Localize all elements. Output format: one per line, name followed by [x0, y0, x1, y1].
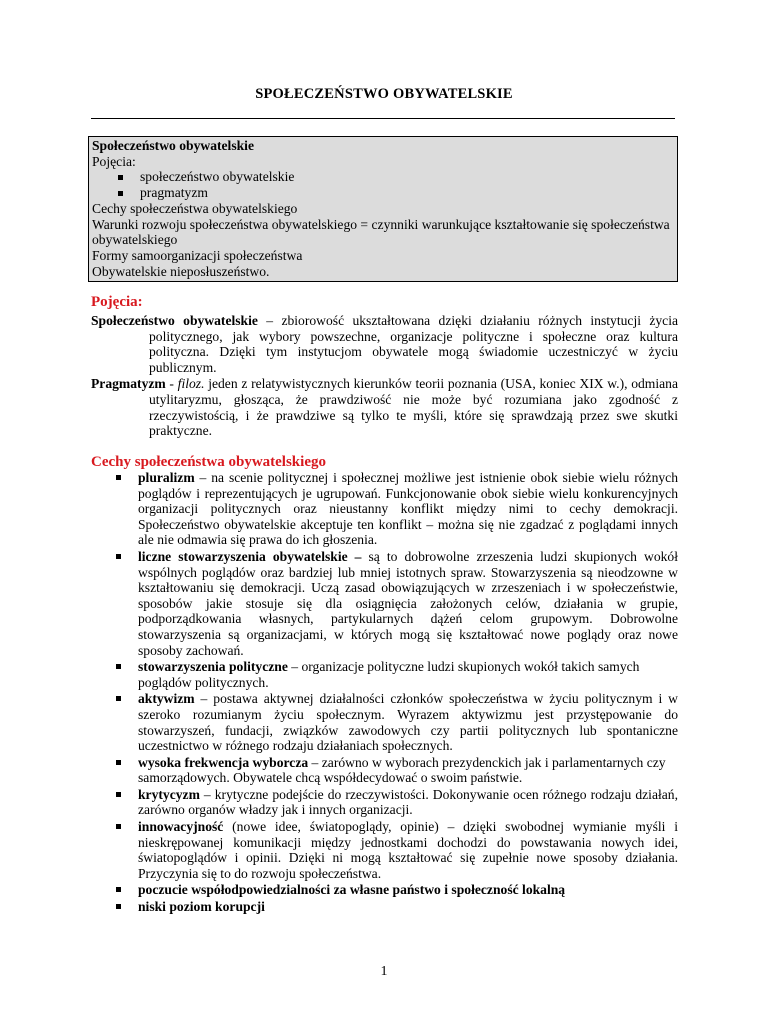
feature-item: [91, 470, 678, 548]
definition-text: jeden z relatywistycznych kierunków teorii poznania (USA, koniec XIX w.), odmiana utylitaryzmu, głosząca, że prawdziwość nie może być rozumiana jako zgodność z rzeczywistością, i że prawdziwe są tylko te myśli, które się sprawdzają przez swe skutki praktyczne.: [149, 376, 679, 439]
concepts-section-title: Pojęcia:: [91, 294, 143, 310]
contents-box: [88, 136, 678, 282]
contents-concept-label: społeczeństwo obywatelskie: [140, 169, 295, 185]
title-divider: [91, 118, 675, 119]
definition-item: [91, 313, 678, 375]
definition-term: Pragmatyzm: [91, 376, 166, 392]
contents-line: Warunki rozwoju społeczeństwa obywatelskiego = czynniki warunkujące kształtowanie się społeczeństwa obywatelskiego: [92, 216, 670, 248]
contents-concept-item: [92, 169, 672, 185]
feature-text: (nowe idee, światopoglądy, opinie) – dzięki swobodnej wymianie myśli i nieskrępowanej komunikacji między jednostkami dochodzi do powstawania nowych idei, światopoglądów i opinii. Dzięki ni mogą kształtować się zupełnie nowe sposoby działania. Przyczynia się to do rozwoju społeczeństwa.: [138, 819, 678, 881]
contents-concept-label: pragmatyzm: [140, 185, 208, 201]
contents-concepts-list: [92, 169, 672, 200]
feature-text: – organizacje polityczne ludzi skupionych wokół takich samych poglądów politycznych.: [138, 659, 640, 690]
definition-term: Społeczeństwo obywatelskie: [91, 313, 258, 328]
feature-text: – postawa aktywnej działalności członków społeczeństwa w życiu politycznym i w szeroko rozumianym życiu społecznym. Wyrazem aktywizmu jest przystępowanie do stowarzyszeń, fundacji, związków zawodowych czy partii politycznych lub spontaniczne uczestnictwo w różnego rodzaju działaniach społecznych.: [138, 691, 678, 754]
page-title: SPOŁECZEŃSTWO OBYWATELSKIE: [255, 86, 513, 102]
contents-concepts-label: Pojęcia:: [92, 153, 136, 169]
feature-item: [91, 819, 678, 881]
feature-term: niski poziom korupcji: [138, 899, 265, 915]
feature-item: [91, 659, 678, 690]
feature-term: liczne stowarzyszenia obywatelskie –: [138, 548, 362, 564]
page-number: 1: [380, 964, 388, 979]
feature-term: pluralizm: [138, 470, 195, 485]
feature-item: [91, 691, 678, 753]
feature-text: są to dobrowolne zrzeszenia ludzi skupionych wokół wspólnych poglądów oraz bardziej lub mniej istotnych spraw. Stowarzyszenia są nieodzowne w kształtowaniu się demokracji. Uczą zasad obowiązujących w zrzeszeniach i w społeczeństwie, sposobów jakie stosuje się dla osiągnięcia założonych celów, działania w grupie, podporządkowania własnych, partykularnych dążeń celom grupowym. Dobrowolne stowarzyszenia są organizacjami, w których mogą się kształtować nowe poglądy oraz nowe sposoby zachowań.: [138, 548, 678, 658]
feature-item: [91, 755, 678, 786]
feature-text: – na scenie politycznej i społecznej możliwe jest istnienie obok siebie wielu różnych poglądów i reprezentujących je ugrupowań. Funkcjonowanie obok siebie wielu konkurencyjnych organizacji politycznych oraz nieustanny konflikt między nimi to cechy demokracji. Społeczeństwo obywatelskie akceptuje ten konflikt – można się nie zgadzać z poglądami innych ale nie odmawia się prawa do ich głoszenia.: [138, 470, 678, 548]
contents-line: Cechy społeczeństwa obywatelskiego: [92, 200, 298, 216]
feature-text: – krytyczne podejście do rzeczywistości. Dokonywanie ocen różnego rodzaju działań, zarówno organów władzy jak i innych organizacji.: [138, 786, 678, 818]
contents-line: Formy samoorganizacji społeczeństwa: [92, 247, 303, 263]
feature-item: [91, 899, 678, 915]
feature-term: stowarzyszenia polityczne: [138, 659, 288, 675]
features-section-title: Cechy społeczeństwa obywatelskiego: [91, 454, 326, 470]
contents-concept-item: [92, 185, 672, 201]
definition-separator: –: [257, 313, 282, 328]
feature-term: krytycyzm: [138, 786, 200, 802]
feature-term: innowacyjność: [138, 819, 224, 835]
feature-term: aktywizm: [138, 691, 195, 707]
feature-item: [91, 549, 678, 658]
feature-item: [91, 882, 678, 898]
definition-separator: -: [165, 376, 178, 392]
feature-term: wysoka frekwencja wyborcza: [138, 754, 309, 770]
feature-item: [91, 787, 678, 818]
definition-item: [91, 376, 678, 438]
definition-abbreviation: filoz.: [177, 376, 205, 392]
contents-line: Obywatelskie nieposłuszeństwo.: [92, 263, 270, 279]
definitions-list: [91, 313, 678, 439]
feature-text: – zarówno w wyborach prezydenckich jak i parlamentarnych czy samorządowych. Obywatele chcą współdecydować o swoim państwie.: [138, 754, 666, 786]
definition-text: zbiorowość ukształtowana dzięki działaniu różnych instytucji życia politycznego, jak wybory powszechne, organizacje polityczne i społeczne oraz kultura polityczna. Dzięki tym instytucjom obywatele mogą świadomie uczestniczyć w życiu publicznym.: [149, 313, 679, 375]
features-list: [91, 470, 678, 916]
contents-heading: Społeczeństwo obywatelskie: [92, 138, 254, 153]
feature-term: poczucie współodpowiedzialności za własne państwo i społeczność lokalną: [138, 882, 566, 898]
